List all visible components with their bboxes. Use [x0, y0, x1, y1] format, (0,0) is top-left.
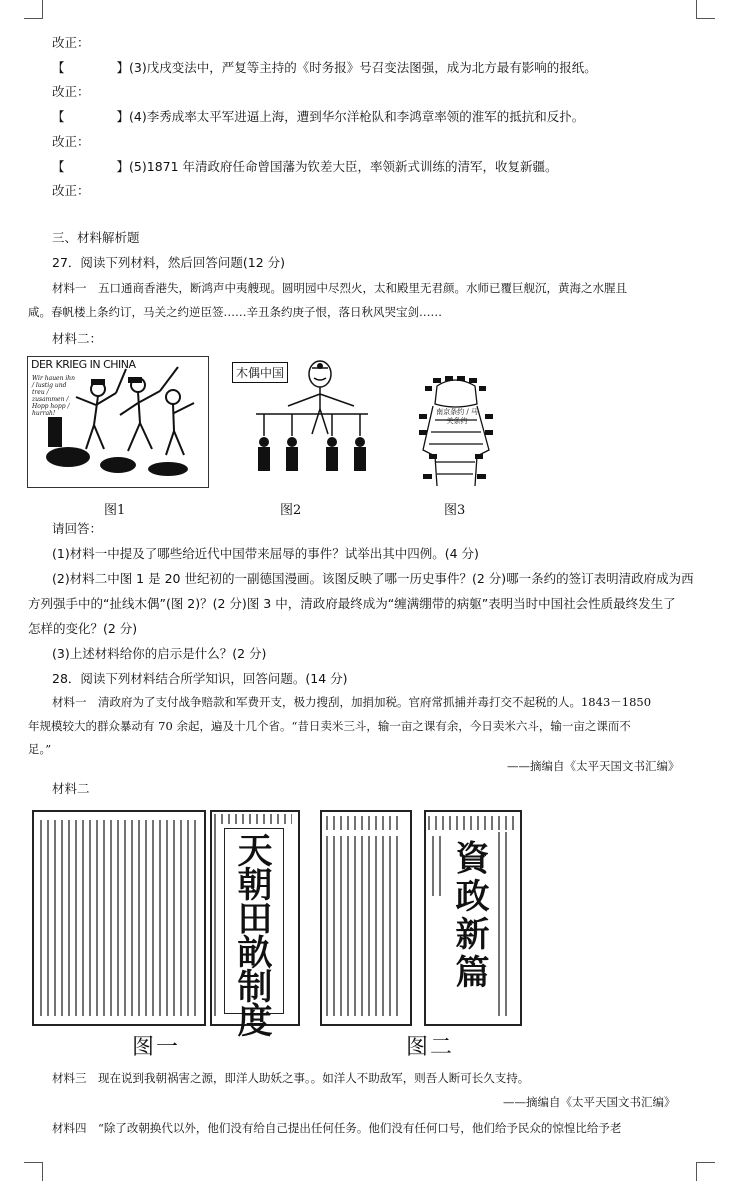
q27-question-2-line1: (2)材料二中图 1 是 20 世纪初的一副德国漫画。该图反映了哪一历史事件？(2 分)哪一条约的签订表明清政府成为西	[52, 571, 694, 586]
statement-5	[52, 158, 558, 175]
statement-3-text: (3)戊戌变法中，严复等主持的《时务报》号召变法图强，成为北方最有影响的报纸。	[129, 60, 597, 75]
q28-material1-line2: 年规模较大的群众暴动有 70 余起，遍及十几个省。“昔日卖米三斗，输一亩之课有余，今日卖米六斗，输一亩之课而不	[28, 719, 631, 733]
q28-material2-label: 材料二	[52, 781, 90, 796]
bracket-open: 【	[52, 60, 65, 75]
figure-1-cartoon	[27, 356, 209, 488]
figure-1-caption-label: 图1	[104, 503, 126, 518]
figure-1-title: DER KRIEG IN CHINA	[31, 358, 136, 371]
corner-mark-bottom-left	[24, 1162, 43, 1181]
q28-material2-figure	[28, 806, 518, 1062]
statement-3	[52, 59, 597, 76]
bracket-open: 【	[52, 159, 65, 174]
figure-3-cartoon	[405, 370, 505, 490]
bracket-close: 】	[116, 109, 130, 124]
corner-mark-bottom-right	[696, 1162, 715, 1181]
book-1-title: 天朝田畝制度	[232, 832, 273, 1036]
figure-1-drawing	[28, 357, 208, 487]
section-title: 三、材料解析题	[52, 230, 140, 245]
q28-material1-line1: 材料一 清政府为了支付战争赔款和军费开支，极力搜刮，加捐加税。官府常抓捕并毒打交不起税的人。1843－1850	[52, 695, 652, 709]
figure-3-caption-label: 图3	[444, 503, 466, 518]
q27-material2-label: 材料二：	[52, 331, 103, 346]
q27-question-2-line3: 怎样的变化？(2 分)	[28, 621, 138, 636]
q28-material3: 材料三 现在说到我朝祸害之源，即洋人助妖之事。。如洋人不助敌军，则吾人断可长久支持。	[52, 1071, 530, 1085]
q27-title: 27．阅读下列材料，然后回答问题(12 分)	[52, 255, 286, 270]
bracket-open: 【	[52, 109, 65, 124]
figure-1-caption: Wir hauen ihn / lustig und treu / zusammen / Hopp hopp / hurrah!	[32, 375, 76, 417]
q27-question-1: (1)材料一中提及了哪些给近代中国带来屈辱的事件？试举出其中四例。(4 分)	[52, 546, 479, 561]
q27-material1-line1: 材料一 五口通商香港失，断鸿声中夷艘现。圆明园中尽烈火，太和殿里无君颜。水师已覆巨舰沉，黄海之水腥且	[52, 281, 627, 295]
statement-4-text: (4)李秀成率太平军进逼上海，遭到华尔洋枪队和李鸿章率领的淮军的抵抗和反扑。	[129, 109, 585, 124]
q27-material1-line2: 咸。春帆楼上条约订，马关之约逆臣签……辛丑条约庚子恨，落日秋风哭宝剑……	[28, 305, 442, 319]
q28-source-2: ——摘编自《太平天国文书汇编》	[503, 1095, 676, 1109]
q27-ask: 请回答：	[52, 521, 103, 536]
corner-mark-top-left	[24, 0, 43, 19]
q27-question-2-line2: 方列强手中的“扯线木偶”(图 2)？(2 分)图 3 中，清政府最终成为“缠满绷带的病躯”表明当时中国社会性质最终发生了	[28, 596, 676, 611]
figure-3-label: 南京条约 / 马关条约	[436, 408, 478, 425]
figure-one-label: 图一	[132, 1035, 181, 1060]
figure-two-label: 图二	[406, 1035, 455, 1060]
figure-2-drawing	[228, 354, 378, 488]
correction-label-3: 改正：	[52, 84, 90, 99]
bracket-close: 】	[116, 159, 130, 174]
statement-4	[52, 108, 584, 125]
q28-source-1: ——摘编自《太平天国文书汇编》	[507, 759, 680, 773]
correction-label-5: 改正：	[52, 183, 90, 198]
bracket-close: 】	[116, 60, 130, 75]
statement-5-text: (5)1871 年清政府任命曾国藩为钦差大臣，率领新式训练的清军，收复新疆。	[129, 159, 558, 174]
corner-mark-top-right	[696, 0, 715, 19]
correction-label-4: 改正：	[52, 134, 90, 149]
figure-3-drawing	[405, 370, 505, 490]
correction-label-2: 改正：	[52, 35, 90, 50]
q27-question-3: (3)上述材料给你的启示是什么？(2 分)	[52, 646, 267, 661]
figure-2-title: 木偶中国	[232, 362, 288, 383]
figure-2-caption-label: 图2	[280, 503, 302, 518]
figure-2-cartoon	[228, 354, 378, 488]
q28-material1-line3: 足。”	[28, 742, 52, 756]
book-2-title: 資政新篇	[449, 840, 489, 992]
q28-material4: 材料四 “除了改朝换代以外，他们没有给自己提出任何任务。他们没有任何口号，他们给予民众的惊惶比给予老	[52, 1121, 622, 1135]
q28-title: 28．阅读下列材料结合所学知识，回答问题。(14 分)	[52, 671, 348, 686]
